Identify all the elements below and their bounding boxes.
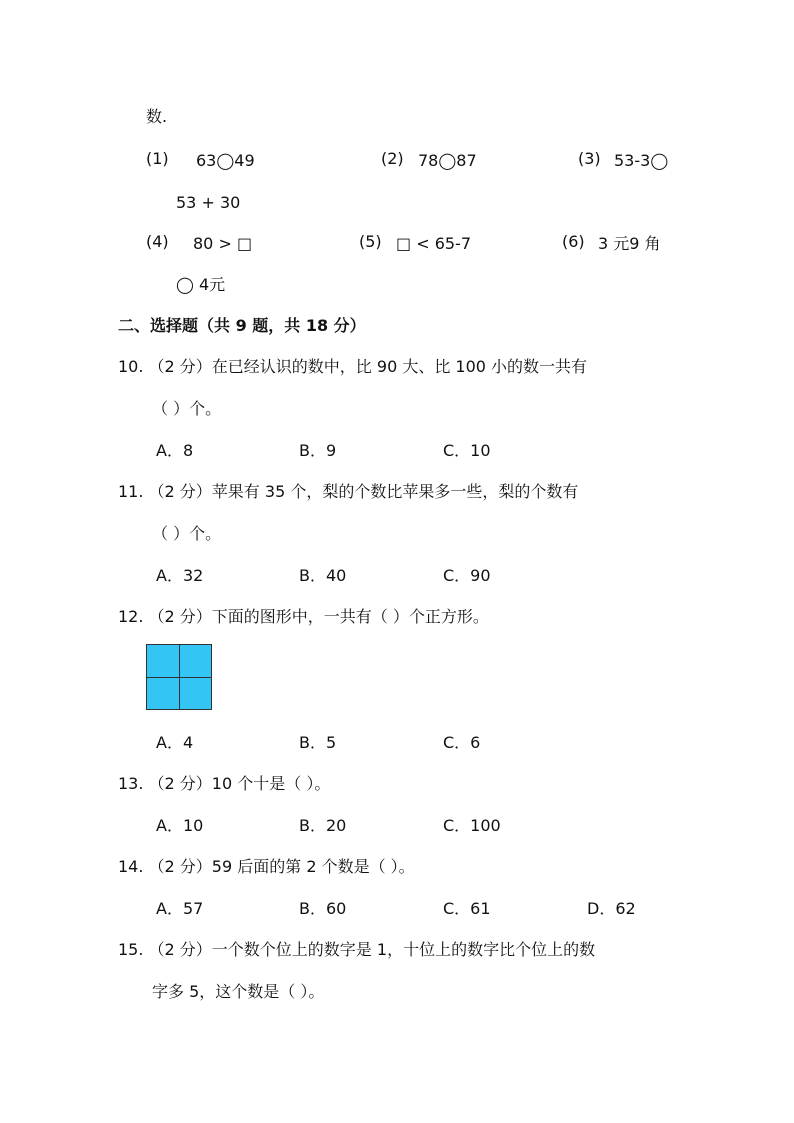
question-15-stem: 15. （2 分）一个数个位上的数字是 1，十位上的数字比个位上的数 (118, 940, 596, 959)
comparison-4-num: (4) (146, 232, 169, 251)
comparison-6-num: (6) (562, 232, 585, 251)
question-12-option-b: B．5 (299, 733, 337, 752)
question-11-option-b: B．40 (299, 566, 347, 585)
question-11-stem: 11. （2 分）苹果有 35 个，梨的个数比苹果多一些，梨的个数有 (118, 482, 579, 501)
comparison-1-expr: 63◯49 (196, 151, 255, 170)
question-11-stem-cont: （ ）个。 (152, 524, 222, 543)
question-14-option-a: A．57 (156, 899, 204, 918)
comparison-3-continuation: 53 + 30 (176, 193, 241, 212)
comparison-3-expr: 53-3◯ (614, 151, 669, 170)
comparison-2-num: (2) (381, 149, 404, 168)
question-14-option-c: C．61 (443, 899, 491, 918)
comparison-5-expr: □ < 65-7 (396, 234, 472, 253)
question-11-option-a: A．32 (156, 566, 204, 585)
question-14-option-d: D．62 (587, 899, 636, 918)
figure-horizontal-divider (147, 677, 211, 678)
question-14-option-b: B．60 (299, 899, 347, 918)
comparison-6-continuation: ◯ 4元 (176, 275, 226, 294)
comparison-4-expr: 80 > □ (193, 234, 253, 253)
question-12-stem: 12. （2 分）下面的图形中，一共有（ ）个正方形。 (118, 607, 489, 626)
section-title: 二、选择题（共 9 题，共 18 分） (118, 316, 366, 335)
question-14-stem: 14. （2 分）59 后面的第 2 个数是（ ）。 (118, 857, 415, 876)
question-10-option-a: A．8 (156, 441, 194, 460)
comparison-1-num: (1) (146, 149, 169, 168)
fragment-text: 数. (146, 107, 168, 126)
question-10-stem: 10. （2 分）在已经认识的数中，比 90 大、比 100 小的数一共有 (118, 357, 588, 376)
question-13-option-c: C．100 (443, 816, 501, 835)
question-11-option-c: C．90 (443, 566, 491, 585)
question-12-option-c: C．6 (443, 733, 481, 752)
question-15-stem-cont: 字多 5，这个数是（ ）。 (152, 982, 325, 1001)
comparison-2-expr: 78◯87 (418, 151, 477, 170)
question-12-option-a: A．4 (156, 733, 194, 752)
comparison-6-expr: 3 元9 角 (598, 234, 661, 253)
comparison-3-num: (3) (578, 149, 601, 168)
question-10-option-c: C．10 (443, 441, 491, 460)
question-10-stem-cont: （ ）个。 (152, 399, 222, 418)
question-13-option-b: B．20 (299, 816, 347, 835)
question-13-stem: 13. （2 分）10 个十是（ ）。 (118, 774, 331, 793)
four-squares-figure (146, 644, 212, 710)
question-10-option-b: B．9 (299, 441, 337, 460)
comparison-5-num: (5) (359, 232, 382, 251)
question-13-option-a: A．10 (156, 816, 204, 835)
